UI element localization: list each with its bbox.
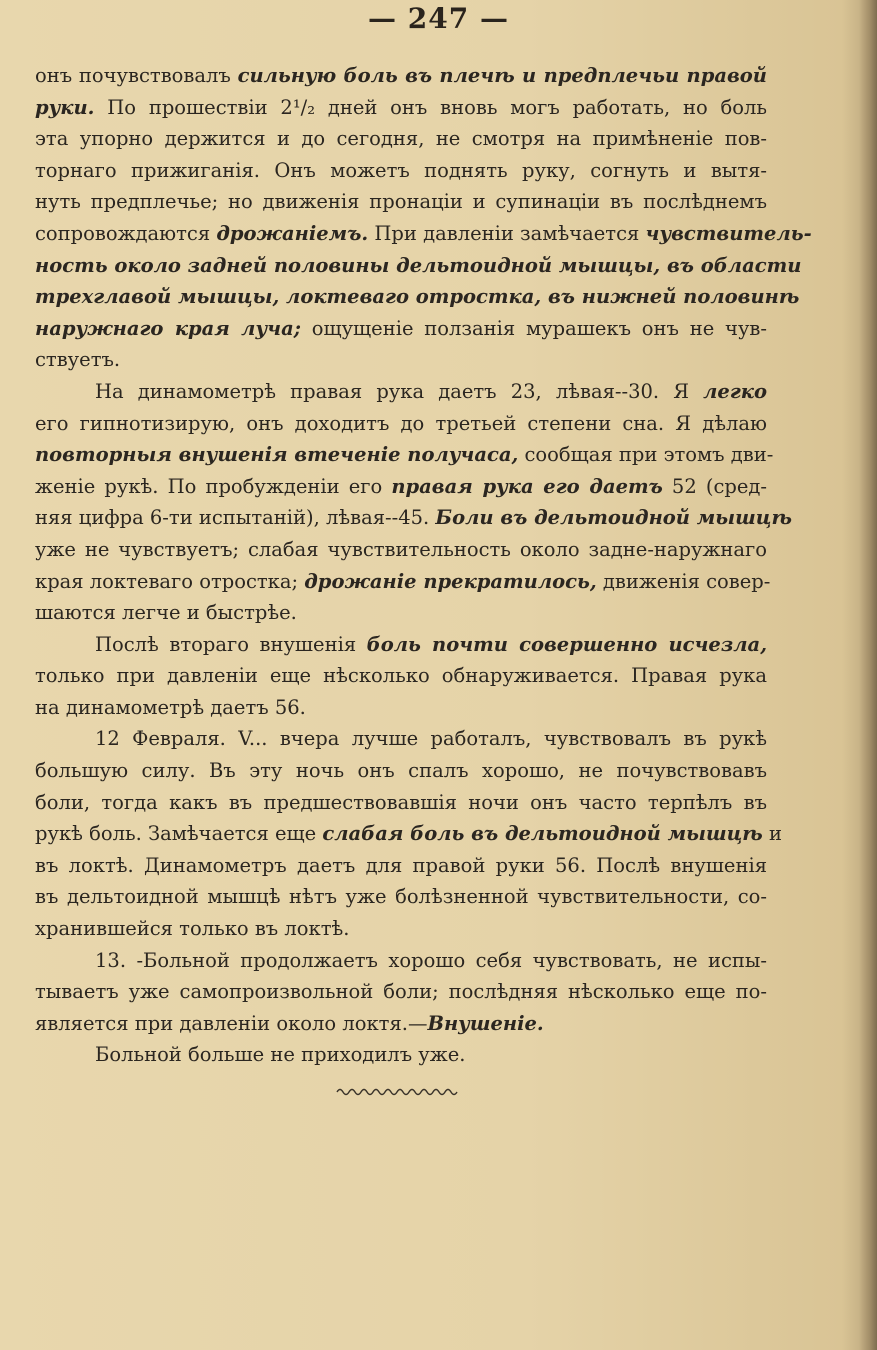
text-line bbox=[35, 502, 792, 534]
text-line bbox=[35, 186, 767, 218]
text-line bbox=[35, 1008, 767, 1040]
text-segment: хранившейся только въ локтѣ. bbox=[35, 917, 350, 941]
text-line bbox=[35, 408, 767, 440]
text-segment: и bbox=[762, 822, 782, 846]
text-segment: 52 (сред- bbox=[662, 474, 768, 498]
text-segment: сообщая при этомъ дви- bbox=[518, 443, 774, 467]
text-segment: только при давленіи еще нѣсколько обнаруживается. Правая рука bbox=[35, 664, 767, 688]
text-segment: боли, тогда какъ въ предшествовавшія ночи онъ часто терпѣлъ въ bbox=[35, 790, 767, 814]
text-line bbox=[35, 881, 767, 913]
text-segment: По прошествіи 2¹/₂ дней онъ вновь могъ работать, но боль bbox=[94, 95, 767, 119]
emphasized-text: дрожаніемъ. bbox=[216, 221, 369, 245]
text-line bbox=[35, 566, 771, 598]
text-segment: уже не чувствуетъ; слабая чувствительность около задне-наружнаго bbox=[35, 537, 767, 561]
emphasized-text: Внушеніе. bbox=[427, 1011, 544, 1035]
text-segment: ствуетъ. bbox=[35, 348, 121, 372]
text-line bbox=[35, 344, 767, 376]
text-line bbox=[35, 723, 767, 755]
text-segment: является при давленіи около локтя.— bbox=[35, 1011, 428, 1035]
text-segment: рукѣ боль. Замѣчается еще bbox=[35, 822, 323, 846]
emphasized-text: чувствитель- bbox=[645, 221, 812, 245]
text-line bbox=[35, 597, 767, 629]
text-segment: въ локтѣ. Динамометръ даетъ для правой руки 56. Послѣ внушенія bbox=[35, 853, 767, 877]
text-line bbox=[35, 376, 767, 408]
emphasized-text: Боли въ дельтоидной мышцѣ bbox=[435, 506, 792, 530]
text-segment: На динамометрѣ правая рука даетъ 23, лѣвая--30. Я bbox=[95, 379, 704, 403]
text-line bbox=[35, 218, 812, 250]
text-segment: Послѣ втораго внушенія bbox=[95, 632, 367, 656]
emphasized-text: легко bbox=[703, 379, 767, 403]
text-line bbox=[35, 281, 800, 313]
text-segment: Больной больше не приходилъ уже. bbox=[95, 1043, 466, 1067]
text-segment: шаются легче и быстрѣе. bbox=[35, 601, 297, 625]
text-line bbox=[35, 1039, 767, 1071]
text-segment: няя цифра 6-ти испытаній), лѣвая--45. bbox=[35, 506, 436, 530]
text-line bbox=[35, 534, 767, 566]
text-line bbox=[35, 123, 767, 155]
emphasized-text: трехглавой мышцы, локтеваго отростка, въ нижней половинѣ bbox=[35, 285, 800, 309]
text-line bbox=[35, 60, 767, 92]
text-segment: сопровождаются bbox=[35, 221, 217, 245]
text-segment: большую силу. Въ эту ночь онъ спалъ хорошо, не почувствовавъ bbox=[35, 759, 767, 783]
text-line bbox=[35, 629, 767, 661]
emphasized-text: наружнаго края луча; bbox=[35, 316, 301, 340]
text-segment: тываетъ уже самопроизвольной боли; послѣдняя нѣсколько еще по- bbox=[35, 980, 767, 1004]
emphasized-text: повторныя внушенія втеченіе получаса, bbox=[35, 443, 519, 467]
emphasized-text: сильную боль въ плечѣ и предплечьи правой bbox=[237, 64, 767, 87]
text-line bbox=[35, 976, 767, 1008]
text-line bbox=[35, 913, 767, 945]
text-segment: 13. -Больной продолжаетъ хорошо себя чувствовать, не испы- bbox=[95, 948, 767, 972]
text-line bbox=[35, 155, 767, 187]
text-segment: При давленіи замѣчается bbox=[368, 221, 646, 245]
text-line bbox=[35, 92, 767, 124]
text-line bbox=[35, 471, 767, 503]
page-edge-shadow bbox=[859, 0, 877, 1350]
emphasized-text: правая рука его даетъ bbox=[391, 474, 663, 498]
text-segment: женіе рукѣ. По пробужденіи его bbox=[35, 474, 392, 498]
text-line bbox=[35, 755, 767, 787]
text-line bbox=[35, 692, 767, 724]
text-segment: ощущеніе ползанія мурашекъ онъ не чув- bbox=[300, 316, 767, 340]
text-line bbox=[35, 439, 774, 471]
wavy-divider-ornament bbox=[335, 1085, 460, 1099]
page-number: — 247 — bbox=[368, 2, 509, 35]
text-segment: на динамометрѣ даетъ 56. bbox=[35, 695, 306, 719]
body-text bbox=[35, 60, 812, 1071]
text-segment: эта упорно держится и до сегодня, не смотря на примѣненіе пов- bbox=[35, 127, 767, 151]
text-line bbox=[35, 945, 767, 977]
emphasized-text: руки. bbox=[35, 95, 95, 119]
text-line bbox=[35, 250, 802, 282]
text-line bbox=[35, 313, 767, 345]
text-segment: онъ почувствовалъ bbox=[35, 64, 238, 87]
text-line bbox=[35, 787, 767, 819]
text-line bbox=[35, 850, 767, 882]
emphasized-text: боль почти совершенно исчезла, bbox=[366, 632, 767, 656]
text-line bbox=[35, 818, 782, 850]
text-segment: 12 Февраля. V... вчера лучше работалъ, чувствовалъ въ рукѣ bbox=[95, 727, 767, 751]
text-segment: его гипнотизирую, онъ доходитъ до третьей степени сна. Я дѣлаю bbox=[35, 411, 767, 435]
text-segment: движенія совер- bbox=[596, 569, 771, 593]
emphasized-text: ность около задней половины дельтоидной мышцы, въ области bbox=[35, 253, 802, 277]
emphasized-text: слабая боль въ дельтоидной мышцѣ bbox=[322, 822, 763, 846]
emphasized-text: дрожаніе прекратилось, bbox=[304, 569, 597, 593]
text-segment: нуть предплечье; но движенія пронаціи и супинаціи въ послѣднемъ bbox=[35, 190, 767, 214]
text-line bbox=[35, 660, 767, 692]
text-segment: торнаго прижиганія. Онъ можетъ поднять руку, согнуть и вытя- bbox=[35, 158, 767, 182]
text-segment: въ дельтоидной мышцѣ нѣтъ уже болѣзненной чувствительности, со- bbox=[35, 885, 767, 909]
text-segment: края локтеваго отростка; bbox=[35, 569, 305, 593]
